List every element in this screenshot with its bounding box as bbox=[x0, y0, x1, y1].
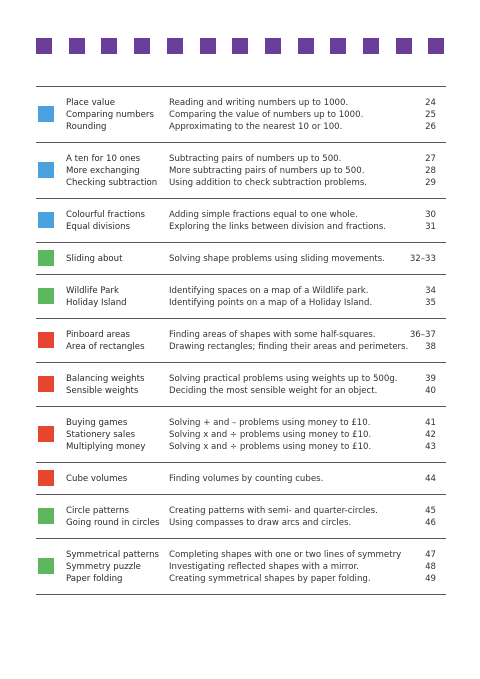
topic-title: Balancing weights bbox=[66, 374, 145, 384]
topic-title: Pinboard areas bbox=[66, 330, 131, 340]
topic-description: Using addition to check subtraction problems. bbox=[169, 178, 368, 188]
topic-description: Creating patterns with semi- and quarter-circles. bbox=[169, 506, 378, 516]
topic-description: Comparing the value of numbers up to 1000. bbox=[169, 110, 364, 120]
topic-description: Finding areas of shapes with some half-squares. bbox=[169, 330, 376, 340]
toc-entry bbox=[36, 373, 446, 385]
toc-group bbox=[36, 495, 446, 539]
page-number: 38 bbox=[425, 342, 436, 352]
page-number: 41 bbox=[425, 418, 436, 428]
topic-description: Deciding the most sensible weight for an object. bbox=[169, 386, 378, 396]
topic-description: Solving + and – problems using money to £10. bbox=[169, 418, 371, 428]
header-square bbox=[298, 38, 314, 54]
page-number: 24 bbox=[425, 98, 436, 108]
header-square bbox=[101, 38, 117, 54]
topic-title: Buying games bbox=[66, 418, 128, 428]
page-number: 36–37 bbox=[409, 330, 436, 340]
header-square bbox=[200, 38, 216, 54]
toc-group bbox=[36, 87, 446, 143]
topic-title: Rounding bbox=[66, 122, 107, 132]
topic-description: Reading and writing numbers up to 1000. bbox=[169, 98, 349, 108]
toc-group bbox=[36, 199, 446, 243]
topic-title: More exchanging bbox=[66, 166, 140, 176]
topic-description: Using compasses to draw arcs and circles. bbox=[169, 518, 352, 528]
topic-title: Checking subtraction bbox=[66, 178, 158, 188]
topic-title: Sensible weights bbox=[66, 386, 139, 396]
header-square bbox=[69, 38, 85, 54]
topic-title: Cube volumes bbox=[66, 474, 128, 484]
topic-description: Exploring the links between division and fractions. bbox=[169, 222, 387, 232]
page-number: 25 bbox=[425, 110, 436, 120]
page-number: 45 bbox=[425, 506, 436, 516]
topic-description: Identifying spaces on a map of a Wildlife park. bbox=[169, 286, 369, 296]
topic-title: Stationery sales bbox=[66, 430, 136, 440]
page-number: 48 bbox=[425, 562, 436, 572]
toc-entry bbox=[36, 329, 446, 341]
toc-group bbox=[36, 319, 446, 363]
topic-description: Solving practical problems using weights up to 500g. bbox=[169, 374, 398, 384]
topic-description: Completing shapes with one or two lines of symmetry bbox=[169, 550, 402, 560]
topic-description: Approximating to the nearest 10 or 100. bbox=[169, 122, 343, 132]
header-square bbox=[167, 38, 183, 54]
toc-entry bbox=[36, 121, 446, 133]
topic-description: Solving x and ÷ problems using money to £10. bbox=[169, 442, 372, 452]
toc-entry bbox=[36, 297, 446, 309]
toc-entry bbox=[36, 561, 446, 573]
toc-group bbox=[36, 407, 446, 463]
topic-title: Symmetry puzzle bbox=[66, 562, 141, 572]
toc-entry bbox=[36, 153, 446, 165]
page-number: 34 bbox=[425, 286, 436, 296]
header-square bbox=[363, 38, 379, 54]
toc-entry bbox=[36, 473, 446, 485]
topic-description: More subtracting pairs of numbers up to 500. bbox=[169, 166, 365, 176]
topic-description: Creating symmetrical shapes by paper folding. bbox=[169, 574, 371, 584]
header-square bbox=[330, 38, 346, 54]
header-square bbox=[396, 38, 412, 54]
topic-description: Adding simple fractions equal to one whole. bbox=[169, 210, 358, 220]
toc-group bbox=[36, 243, 446, 275]
topic-description: Investigating reflected shapes with a mirror. bbox=[169, 562, 359, 572]
toc-entry bbox=[36, 385, 446, 397]
page-number: 31 bbox=[425, 222, 436, 232]
toc-group bbox=[36, 363, 446, 407]
topic-description: Identifying points on a map of a Holiday Island. bbox=[169, 298, 373, 308]
page-number: 49 bbox=[425, 574, 436, 584]
page-number: 29 bbox=[425, 178, 436, 188]
topic-title: Circle patterns bbox=[66, 506, 129, 516]
toc-entry bbox=[36, 221, 446, 233]
toc-entry bbox=[36, 441, 446, 453]
page-number: 39 bbox=[425, 374, 436, 384]
topic-title: Going round in circles bbox=[66, 518, 160, 528]
topic-title: Sliding about bbox=[66, 254, 123, 264]
topic-description: Finding volumes by counting cubes. bbox=[169, 474, 324, 484]
toc-entry bbox=[36, 165, 446, 177]
page-number: 40 bbox=[425, 386, 436, 396]
toc-entry bbox=[36, 177, 446, 189]
toc-entry bbox=[36, 109, 446, 121]
topic-description: Solving shape problems using sliding movements. bbox=[169, 254, 385, 264]
topic-title: Holiday Island bbox=[66, 298, 127, 308]
page-number: 30 bbox=[425, 210, 436, 220]
topic-description: Solving x and ÷ problems using money to £10. bbox=[169, 430, 372, 440]
page-number: 26 bbox=[425, 122, 436, 132]
header-square bbox=[265, 38, 281, 54]
page-number: 43 bbox=[425, 442, 436, 452]
page-number: 35 bbox=[425, 298, 436, 308]
topic-title: Colourful fractions bbox=[66, 210, 145, 220]
topic-title: Symmetrical patterns bbox=[66, 550, 160, 560]
topic-title: Paper folding bbox=[66, 574, 123, 584]
page-number: 47 bbox=[425, 550, 436, 560]
page-number: 46 bbox=[425, 518, 436, 528]
topic-description: Drawing rectangles; finding their areas and perimeters. bbox=[169, 342, 409, 352]
topic-title: A ten for 10 ones bbox=[66, 154, 141, 164]
toc-entry bbox=[36, 417, 446, 429]
toc-group bbox=[36, 539, 446, 595]
header-square bbox=[36, 38, 52, 54]
topic-title: Comparing numbers bbox=[66, 110, 154, 120]
toc-group bbox=[36, 463, 446, 495]
page-number: 27 bbox=[425, 154, 436, 164]
topic-title: Place value bbox=[66, 98, 116, 108]
topic-description: Subtracting pairs of numbers up to 500. bbox=[169, 154, 342, 164]
toc-group bbox=[36, 143, 446, 199]
page-number: 44 bbox=[425, 474, 436, 484]
page-number: 28 bbox=[425, 166, 436, 176]
toc-entry bbox=[36, 429, 446, 441]
toc-entry bbox=[36, 285, 446, 297]
toc-entry bbox=[36, 549, 446, 561]
toc-entry bbox=[36, 253, 446, 265]
toc-entry bbox=[36, 97, 446, 109]
header-squares bbox=[36, 38, 446, 56]
toc-entry bbox=[36, 573, 446, 585]
toc-entry bbox=[36, 209, 446, 221]
topic-title: Multiplying money bbox=[66, 442, 146, 452]
topic-title: Equal divisions bbox=[66, 222, 131, 232]
table-of-contents bbox=[36, 86, 446, 595]
toc-entry bbox=[36, 341, 446, 353]
header-square bbox=[232, 38, 248, 54]
page-number: 42 bbox=[425, 430, 436, 440]
header-square bbox=[134, 38, 150, 54]
topic-title: Area of rectangles bbox=[66, 342, 145, 352]
toc-entry bbox=[36, 505, 446, 517]
page-number: 32–33 bbox=[409, 254, 436, 264]
topic-title: Wildlife Park bbox=[66, 286, 119, 296]
toc-entry bbox=[36, 517, 446, 529]
toc-group bbox=[36, 275, 446, 319]
header-square bbox=[428, 38, 444, 54]
